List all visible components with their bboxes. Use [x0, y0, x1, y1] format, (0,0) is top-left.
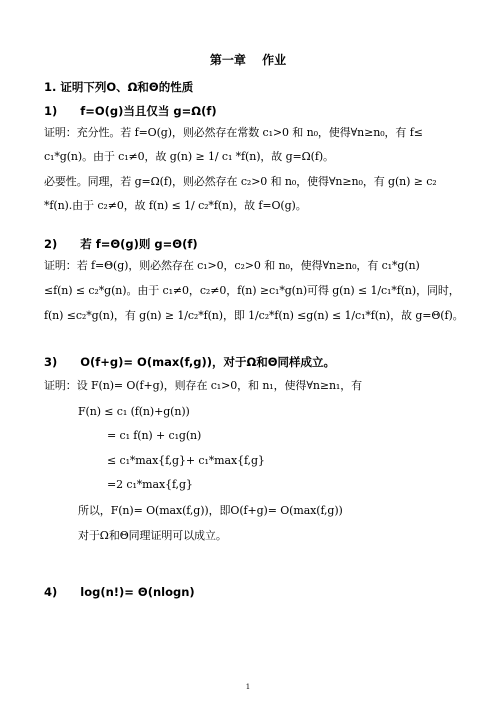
part1-line: c₁*g(n)。由于 c₁≠0，故 g(n) ≥ 1/ c₁ *f(n)，故 g=Ω(f)。 — [44, 150, 334, 163]
part3-line: = c₁ f(n) + c₁g(n) — [107, 429, 202, 442]
part3-heading: 3) Ο(f+g)= Ο(max(f,g))，对于Ω和Θ同样成立。 — [44, 355, 336, 369]
question-heading: 1. 证明下列Ο、Ω和Θ的性质 — [44, 80, 194, 94]
part3-line: =2 c₁*max{f,g} — [107, 478, 193, 491]
part2-line: ≤f(n) ≤ c₂*g(n)。由于 c₁≠0，c₂≠0，f(n) ≥c₁*g(n)可得 g(n) ≤ 1/c₁*f(n)，同时， — [44, 284, 460, 297]
part3-line: ≤ c₁*max{f,g}+ c₁*max{f,g} — [107, 454, 265, 467]
part2-line: 证明：若 f=Θ(g)，则必然存在 c₁>0，c₂>0 和 n₀，使得∀n≥n₀，有 c₁*g(n) — [44, 259, 420, 272]
part3-line: F(n) ≤ c₁ (f(n)+g(n)) — [78, 405, 190, 418]
part1-line: 必要性。同理，若 g=Ω(f)，则必然存在 c₂>0 和 n₀，使得∀n≥n₀，有 g(n) ≥ c₂ — [44, 175, 437, 188]
part3-line: 证明：设 F(n)= Ο(f+g)，则存在 c₁>0，和 n₁，使得∀n≥n₁，有 — [44, 379, 363, 392]
part1-line: *f(n).由于 c₂≠0，故 f(n) ≤ 1/ c₂*f(n)，故 f=Ο(g)。 — [44, 199, 307, 212]
part4-heading: 4) log(n!)= Θ(nlogn) — [44, 585, 195, 599]
part3-line: 对于Ω和Θ同理证明可以成立。 — [78, 529, 227, 542]
part2-heading: 2) 若 f=Θ(g)则 g=Θ(f) — [44, 237, 198, 251]
part3-line: 所以，F(n)= Ο(max(f,g))，即Ο(f+g)= Ο(max(f,g)) — [78, 504, 343, 517]
part1-heading: 1) f=Ο(g)当且仅当 g=Ω(f) — [44, 104, 217, 118]
part1-line: 证明：充分性。若 f=Ο(g)，则必然存在常数 c₁>0 和 n₀，使得∀n≥n₀，有 f≤ — [44, 126, 423, 139]
part2-line: f(n) ≤c₂*g(n)，有 g(n) ≥ 1/c₂*f(n)，即 1/c₂*f(n) ≤g(n) ≤ 1/c₁*f(n)，故 g=Θ(f)。 — [44, 309, 464, 322]
page-number: 1 — [245, 683, 251, 691]
chapter-title: 第一章 作业 — [209, 53, 287, 67]
